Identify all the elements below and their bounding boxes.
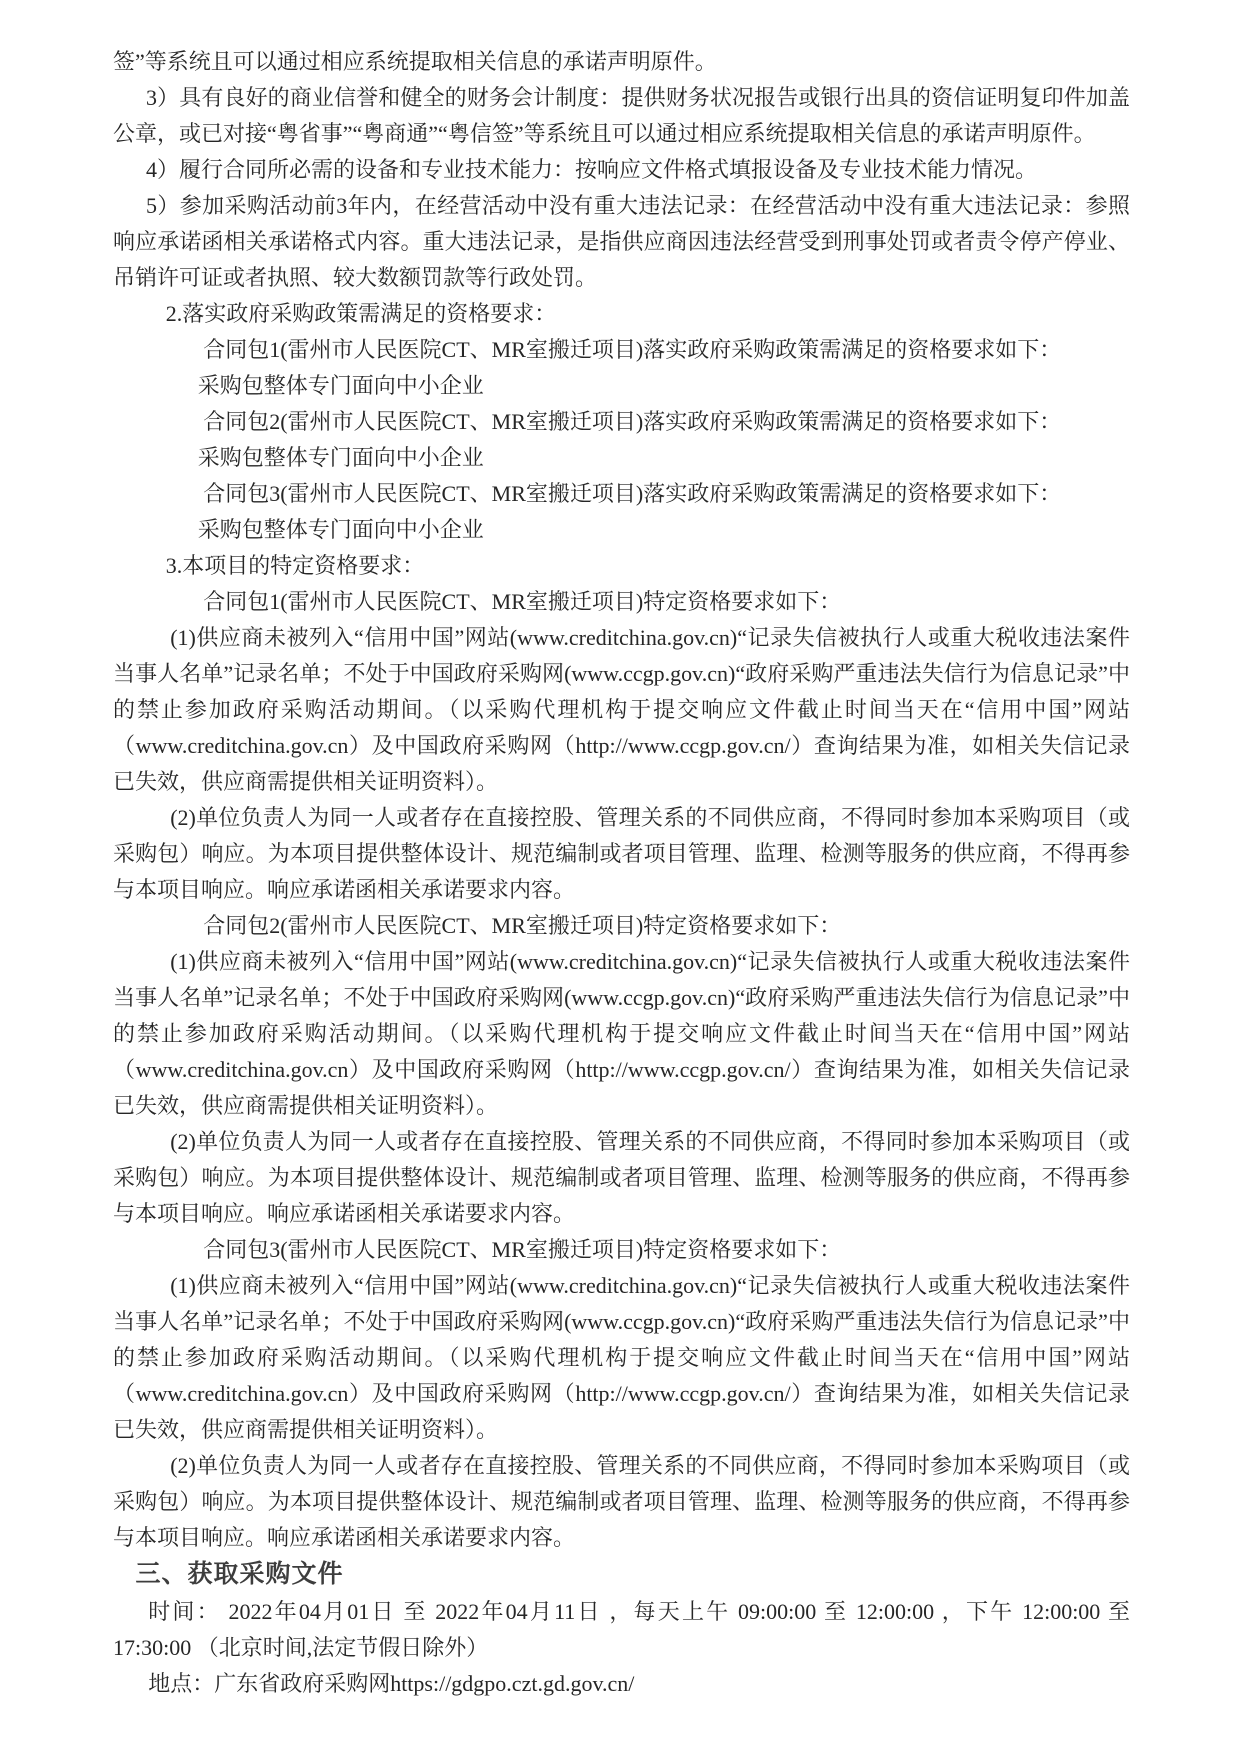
obtain-location-line: 地点：广东省政府采购网https://gdgpo.czt.gd.gov.cn/ [148, 1671, 635, 1696]
clause-5-illegal-records: 5）参加采购活动前3年内，在经营活动中没有重大违法记录：在经营活动中没有重大违法记录：参照响应承诺函相关承诺格式内容。重大违法记录，是指供应商因违法经营受到刑事处罚或者责令停产停业、吊销许可证或者执照、较大数额罚款等行政处罚。 [113, 193, 1130, 290]
clause-4-equipment-capability: 4）履行合同所必需的设备和专业技术能力：按响应文件格式填报设备及专业技术能力情况。 [146, 157, 1038, 182]
clause-continuation-line: 签”等系统且可以通过相应系统提取相关信息的承诺声明原件。 [113, 49, 717, 74]
item-2-policy-requirements: 2.落实政府采购政策需满足的资格要求： [165, 301, 557, 326]
package2-sme-note: 采购包整体专门面向中小企业 [197, 445, 484, 470]
package1-specific-intro: 合同包1(雷州市人民医院CT、MR室搬迁项目)特定资格要求如下： [203, 589, 842, 614]
package2-specific-req2: (2)单位负责人为同一人或者存在直接控股、管理关系的不同供应商，不得同时参加本采购项目（或采购包）响应。为本项目提供整体设计、规范编制或者项目管理、监理、检测等服务的供应商，不得再参与本项目响应。响应承诺函相关承诺要求内容。 [113, 1129, 1130, 1226]
package1-specific-req2: (2)单位负责人为同一人或者存在直接控股、管理关系的不同供应商，不得同时参加本采购项目（或采购包）响应。为本项目提供整体设计、规范编制或者项目管理、监理、检测等服务的供应商，不得再参与本项目响应。响应承诺函相关承诺要求内容。 [113, 805, 1130, 902]
package3-specific-intro: 合同包3(雷州市人民医院CT、MR室搬迁项目)特定资格要求如下： [203, 1237, 842, 1262]
clause-3-financial-credit: 3）具有良好的商业信誉和健全的财务会计制度：提供财务状况报告或银行出具的资信证明复印件加盖公章，或已对接“粤省事”“粤商通”“粤信签”等系统且可以通过相应系统提取相关信息的承诺声明原件。 [113, 85, 1130, 146]
package2-policy-requirement: 合同包2(雷州市人民医院CT、MR室搬迁项目)落实政府采购政策需满足的资格要求如下： [203, 409, 1062, 434]
package1-specific-req1: (1)供应商未被列入“信用中国”网站(www.creditchina.gov.cn)“记录失信被执行人或重大税收违法案件当事人名单”记录名单；不处于中国政府采购网(www.ccgp.gov.cn)“政府采购严重违法失信行为信息记录”中的禁止参加政府采购活动期间。（以采购代理机构于提交响应文件截止时间当天在“信用中国”网站（www.creditchina.gov.cn）及中国政府采购网（http://www.ccgp.gov.cn/）查询结果为准，如相关失信记录已失效，供应商需提供相关证明资料）。 [113, 625, 1130, 794]
package2-specific-req1: (1)供应商未被列入“信用中国”网站(www.creditchina.gov.cn)“记录失信被执行人或重大税收违法案件当事人名单”记录名单；不处于中国政府采购网(www.ccgp.gov.cn)“政府采购严重违法失信行为信息记录”中的禁止参加政府采购活动期间。（以采购代理机构于提交响应文件截止时间当天在“信用中国”网站（www.creditchina.gov.cn）及中国政府采购网（http://www.ccgp.gov.cn/）查询结果为准，如相关失信记录已失效，供应商需提供相关证明资料）。 [113, 949, 1130, 1118]
package3-policy-requirement: 合同包3(雷州市人民医院CT、MR室搬迁项目)落实政府采购政策需满足的资格要求如下： [203, 481, 1062, 506]
obtain-time-line: 时间： 2022年04月01日 至 2022年04月11日 ，每天上午 09:00:00 至 12:00:00 ，下午 12:00:00 至 17:30:00 （北京时间,法定节假日除外） [113, 1599, 1130, 1660]
item-3-specific-requirements: 3.本项目的特定资格要求： [165, 553, 425, 578]
package1-sme-note: 采购包整体专门面向中小企业 [197, 373, 484, 398]
section-heading-obtain-documents: 三、获取采购文件 [135, 1561, 344, 1588]
package1-policy-requirement: 合同包1(雷州市人民医院CT、MR室搬迁项目)落实政府采购政策需满足的资格要求如下： [203, 337, 1062, 362]
package2-specific-intro: 合同包2(雷州市人民医院CT、MR室搬迁项目)特定资格要求如下： [203, 913, 842, 938]
package3-specific-req1: (1)供应商未被列入“信用中国”网站(www.creditchina.gov.cn)“记录失信被执行人或重大税收违法案件当事人名单”记录名单；不处于中国政府采购网(www.ccgp.gov.cn)“政府采购严重违法失信行为信息记录”中的禁止参加政府采购活动期间。（以采购代理机构于提交响应文件截止时间当天在“信用中国”网站（www.creditchina.gov.cn）及中国政府采购网（http://www.ccgp.gov.cn/）查询结果为准，如相关失信记录已失效，供应商需提供相关证明资料）。 [113, 1273, 1130, 1442]
package3-sme-note: 采购包整体专门面向中小企业 [197, 517, 484, 542]
package3-specific-req2: (2)单位负责人为同一人或者存在直接控股、管理关系的不同供应商，不得同时参加本采购项目（或采购包）响应。为本项目提供整体设计、规范编制或者项目管理、监理、检测等服务的供应商，不得再参与本项目响应。响应承诺函相关承诺要求内容。 [113, 1453, 1130, 1550]
